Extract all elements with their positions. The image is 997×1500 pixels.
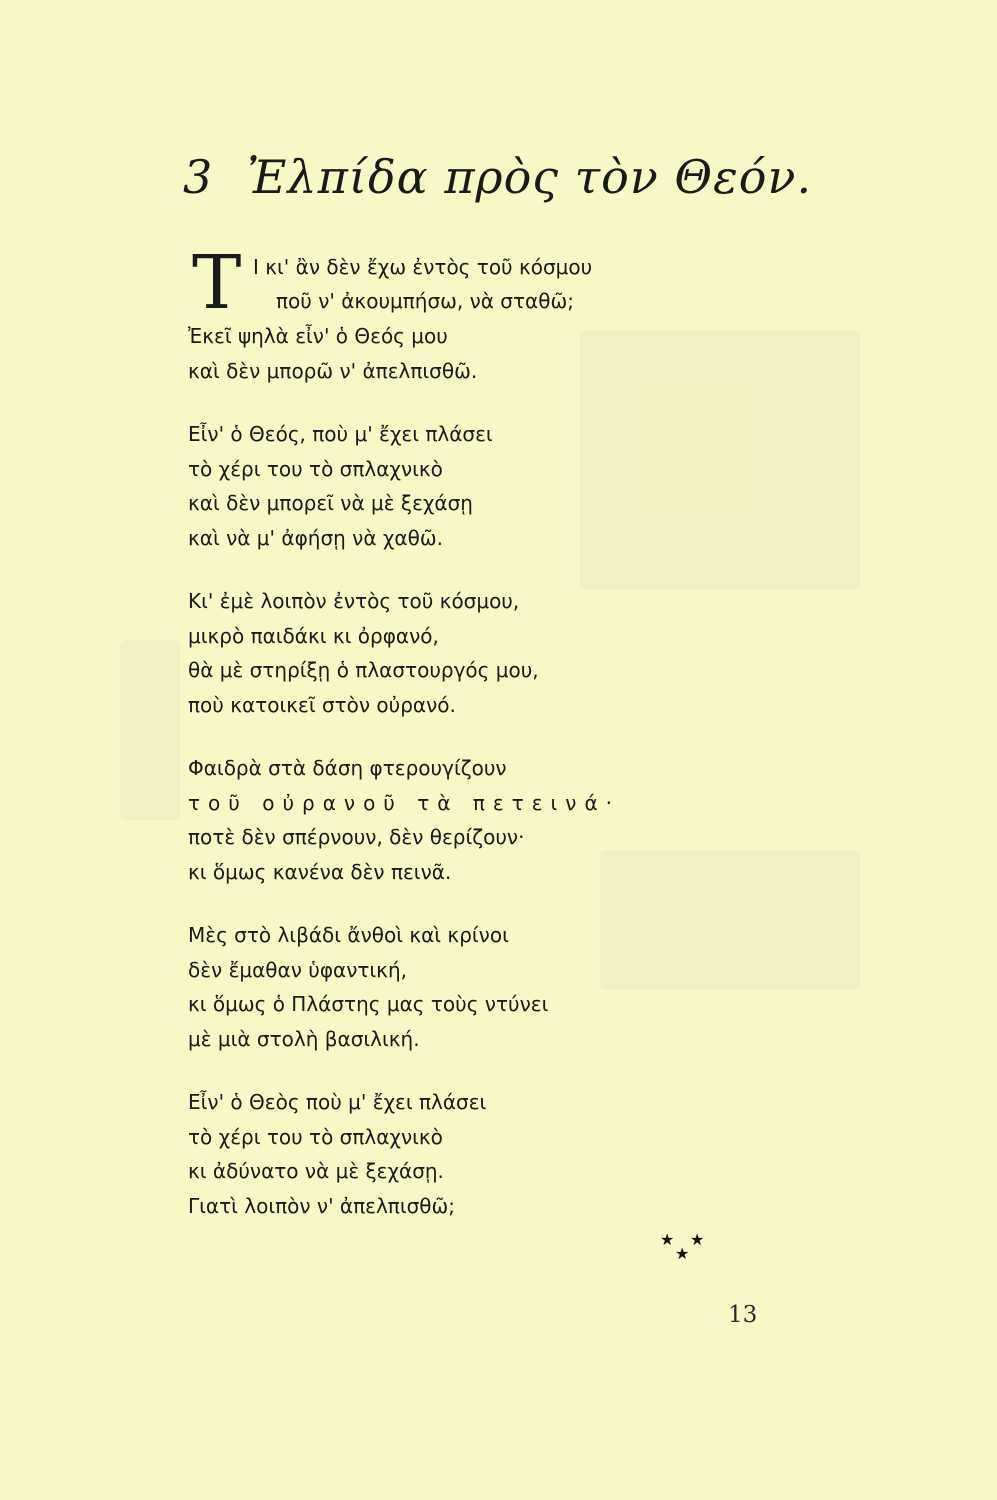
star-icon: ★ <box>675 1244 690 1263</box>
stanza-1 <box>188 240 708 388</box>
page-number: 13 <box>728 1302 758 1328</box>
drop-cap-letter: T <box>192 240 242 326</box>
poem-number: 3 <box>183 150 214 204</box>
poem-line: τὸ χέρι του τὸ σπλαχνικὸ <box>188 456 443 481</box>
star-icon: ★ <box>660 1230 675 1249</box>
stanza-2 <box>188 417 708 555</box>
poem-line: καὶ δὲν μπορῶ ν' ἀπελπισθῶ. <box>188 358 478 383</box>
poem-line: καὶ δὲν μπορεῖ νὰ μὲ ξεχάσῃ <box>188 491 473 515</box>
star-icon: ★ <box>690 1230 705 1249</box>
poem-line: Ι κι' ἂν δὲν ἔχω ἐντὸς τοῦ κόσμου <box>253 255 593 279</box>
poem-line: Εἶν' ὁ Θεός, ποὺ μ' ἔχει πλάσει <box>188 422 493 446</box>
stanza-6 <box>188 1085 708 1223</box>
stanza-3 <box>188 584 708 722</box>
poem-line: ποὺ κατοικεῖ στὸν οὐρανό. <box>188 692 456 717</box>
poem-line: θὰ μὲ στηρίξῃ ὁ πλαστουργός μου, <box>188 658 539 682</box>
stanza-4 <box>188 751 708 889</box>
poem-line: Ἐκεῖ ψηλὰ εἶν' ὁ Θεός μου <box>188 324 448 348</box>
poem-line: τὸ χέρι του τὸ σπλαχνικὸ <box>188 1124 443 1149</box>
poem-line: Γιατὶ λοιπὸν ν' ἀπελπισθῶ; <box>188 1193 456 1218</box>
poem-line: κι ἀδύνατο νὰ μὲ ξεχάσῃ. <box>188 1159 444 1183</box>
poem-line: Εἶν' ὁ Θεὸς ποὺ μ' ἔχει πλάσει <box>188 1090 487 1114</box>
poem-line: κι ὅμως ὁ Πλάστης μας τοὺς ντύνει <box>188 992 549 1016</box>
poem-line: ποῦ ν' ἀκουμπήσω, νὰ σταθῶ; <box>276 289 574 313</box>
poem-body <box>188 240 708 1252</box>
poem-title-text: Ἐλπίδα πρὸς τὸν Θεόν. <box>247 150 813 204</box>
poem-line: μικρὸ παιδάκι κι ὀρφανό, <box>188 623 439 648</box>
dropcap-block <box>188 240 708 326</box>
poem-line: ποτὲ δὲν σπέρνουν, δὲν θερίζουν· <box>188 825 525 849</box>
poem-line: μὲ μιὰ στολὴ βασιλική. <box>188 1026 420 1051</box>
poem-line: Μὲς στὸ λιβάδι ἄνθοὶ καὶ κρίνοι <box>188 923 509 947</box>
bleed-through-shadow <box>120 640 180 820</box>
stanza-5 <box>188 918 708 1056</box>
poem-title <box>183 150 823 204</box>
poem-line: Κι' ἐμὲ λοιπὸν ἐντὸς τοῦ κόσμου, <box>188 589 520 613</box>
poem-line: δὲν ἔμαθαν ὑφαντική, <box>188 957 407 982</box>
poem-line: τοῦ οὐρανοῦ τὰ πετεινά· <box>188 790 620 815</box>
asterism-ornament <box>656 1230 716 1270</box>
poem-line: Φαιδρὰ στὰ δάση φτερουγίζουν <box>188 756 507 780</box>
poem-line: καὶ νὰ μ' ἀφήσῃ νὰ χαθῶ. <box>188 525 443 550</box>
poem-line: κι ὅμως κανένα δὲν πεινᾶ. <box>188 859 452 884</box>
